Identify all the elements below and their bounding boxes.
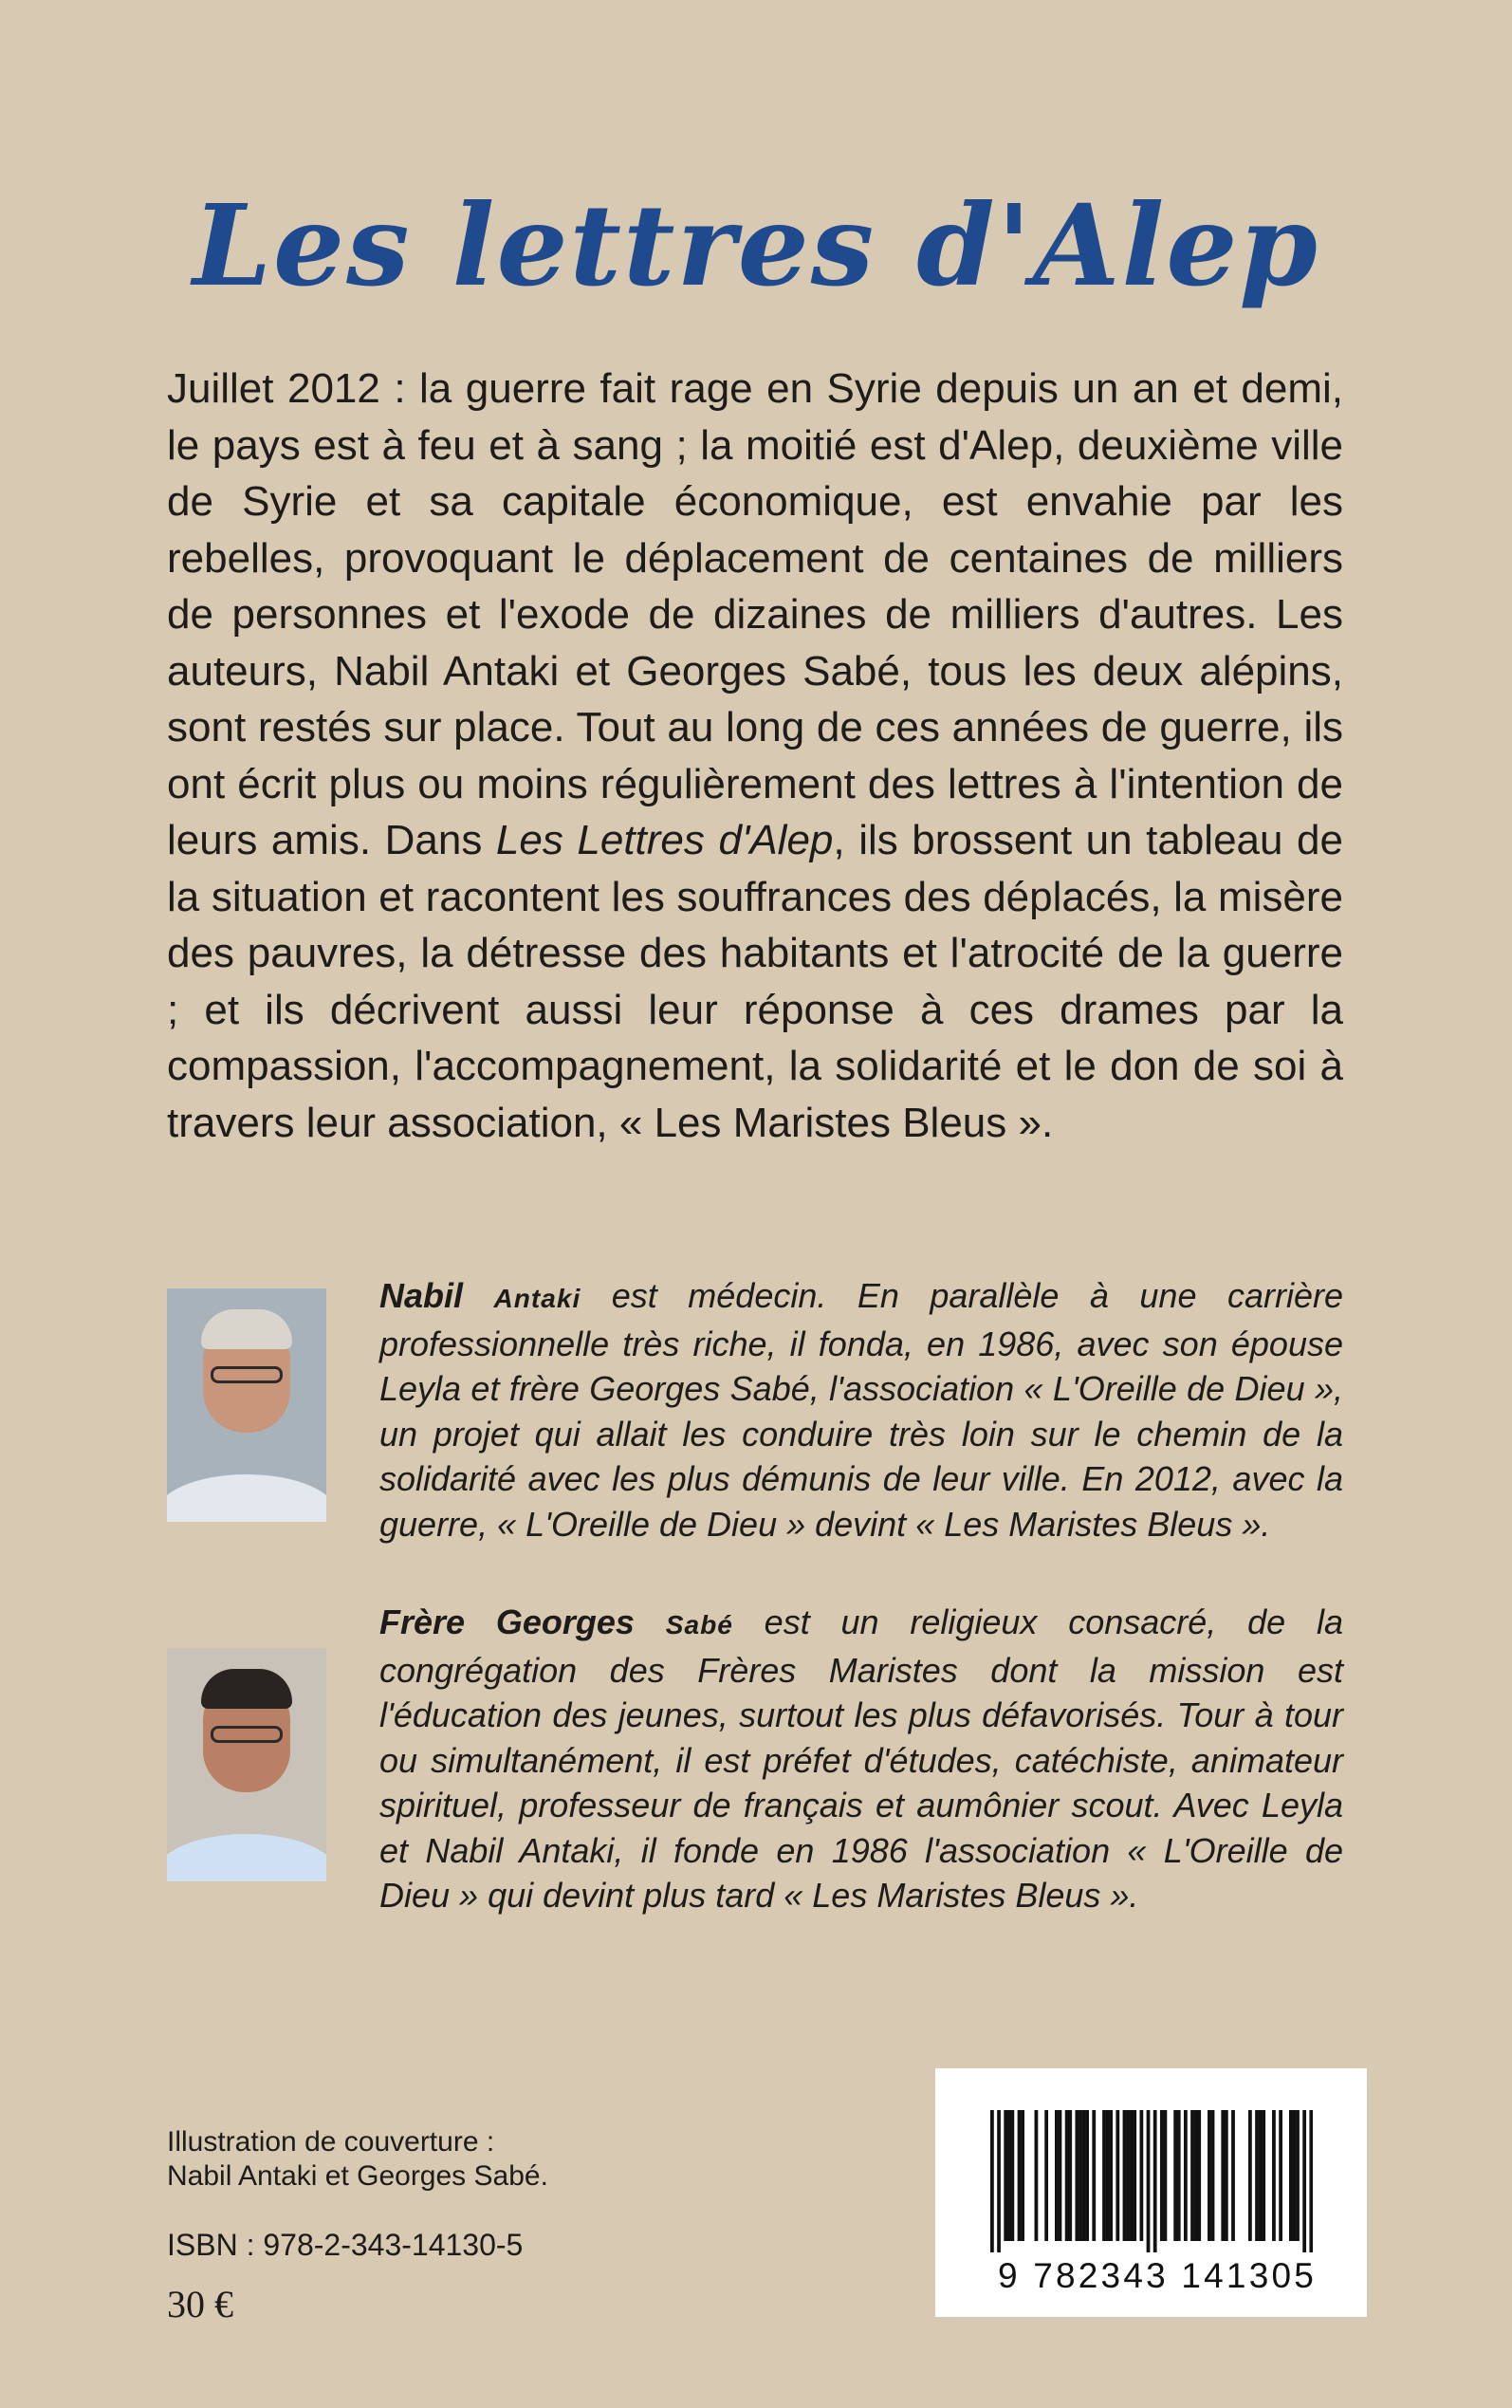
barcode-bar bbox=[1004, 2110, 1007, 2241]
barcode bbox=[935, 2068, 1367, 2317]
barcode-bar bbox=[1139, 2110, 1143, 2241]
author-bio-text: est médecin. En parallèle à une carrière professionnelle très riche, il fonda, en 1986, avec son épouse Leyla et frère Georges Sabé, l'association « L'Oreille de Dieu », un projet qui allait les conduire très loin sur le chemin de la solidarité avec les plus démunis de leur ville. En 2012, avec la guerre, « L'Oreille de Dieu » devint « Les Maristes Bleus ». bbox=[379, 1276, 1343, 1544]
author-bio-georges-sabe bbox=[379, 1600, 1343, 1918]
barcode-bar bbox=[1021, 2110, 1024, 2241]
barcode-bar bbox=[1007, 2110, 1011, 2241]
blurb-text-part2: , ils brossent un tableau de la situation et racontent les souffrances des déplacés, la misère des pauvres, la détresse des habitants et l'atrocité de la guerre ; et ils décrivent aussi leur réponse à ces drames par la compassion, l'accompagnement, la solidarité et le don de soi à travers leur association, « Les Maristes Bleus ». bbox=[167, 817, 1343, 1146]
barcode-bar bbox=[1035, 2110, 1039, 2241]
isbn-number: ISBN : 978-2-343-14130-5 bbox=[167, 2228, 524, 2262]
barcode-bar bbox=[1082, 2110, 1086, 2241]
barcode-bar bbox=[1010, 2110, 1014, 2241]
barcode-bar bbox=[1130, 2110, 1134, 2241]
barcode-bar bbox=[1102, 2110, 1106, 2241]
author-first-name: Nabil bbox=[379, 1276, 464, 1315]
barcode-bar bbox=[1160, 2110, 1164, 2241]
author-bio-text: est un religieux consacré, de la congrégation des Frères Maristes dont la mission est l'éducation des jeunes, surtout les plus défavorisés. Tour à tour ou simultanément, il est préfet d'études, catéchiste, animateur spirituel, professeur de français et aumônier scout. Avec Leyla et Nabil Antaki, il fonde en 1986 l'association « L'Oreille de Dieu » qui devint plus tard « Les Maristes Bleus ». bbox=[379, 1602, 1343, 1915]
barcode-bar bbox=[1184, 2110, 1188, 2241]
barcode-bar bbox=[1164, 2110, 1168, 2241]
barcode-bar bbox=[1293, 2110, 1297, 2241]
barcode-bar bbox=[1255, 2110, 1259, 2241]
barcode-bar bbox=[1116, 2110, 1119, 2241]
barcode-bar bbox=[1231, 2110, 1235, 2241]
photo-hair bbox=[201, 1669, 292, 1709]
barcode-bar bbox=[1147, 2110, 1151, 2252]
photo-shoulders bbox=[167, 1474, 326, 1522]
barcode-bar bbox=[1092, 2110, 1096, 2241]
photo-glasses bbox=[211, 1366, 283, 1383]
barcode-bar bbox=[1296, 2110, 1300, 2241]
barcode-bar bbox=[1044, 2110, 1048, 2241]
blurb-book-title: Les Lettres d'Alep bbox=[495, 817, 834, 863]
barcode-bar bbox=[1126, 2110, 1130, 2241]
barcode-bar bbox=[1208, 2110, 1211, 2241]
barcode-bar bbox=[1194, 2110, 1198, 2241]
barcode-bars bbox=[990, 2110, 1313, 2252]
barcode-bar bbox=[1211, 2110, 1215, 2241]
blurb-text-part1: Juillet 2012 : la guerre fait rage en Syrie depuis un an et demi, le pays est à feu et à sang ; la moitié est d'Alep, deuxième ville de Syrie et sa capitale économique, est envahie par les rebelles, provoquant le déplacement de centaines de milliers de personnes et l'exode de dizaines de milliers d'autres. Les auteurs, Nabil Antaki et Georges Sabé, tous les deux alépins, sont restés sur place. Tout au long de ces années de guerre, ils ont écrit plus ou moins régulièrement des lettres à l'intention de leurs amis. Dans bbox=[167, 365, 1343, 863]
barcode-bar bbox=[1197, 2110, 1201, 2241]
author-photo-georges-sabe bbox=[167, 1648, 326, 1881]
barcode-bar bbox=[1106, 2110, 1110, 2241]
barcode-bar bbox=[1289, 2110, 1293, 2241]
credits-line-1: Illustration de couverture : bbox=[167, 2126, 495, 2158]
back-cover-blurb bbox=[167, 361, 1343, 1151]
barcode-bar bbox=[1133, 2110, 1136, 2241]
book-title: Les lettres d'Alep bbox=[193, 179, 1319, 312]
barcode-bar bbox=[1109, 2110, 1113, 2241]
barcode-bar bbox=[1190, 2110, 1194, 2241]
barcode-bar bbox=[1055, 2110, 1059, 2241]
barcode-bar bbox=[1309, 2110, 1313, 2252]
credits-line-2: Nabil Antaki et Georges Sabé. bbox=[167, 2160, 548, 2192]
author-bio-nabil-antaki bbox=[379, 1273, 1343, 1547]
barcode-bar bbox=[1221, 2110, 1225, 2241]
barcode-bar bbox=[1018, 2110, 1022, 2241]
author-last-name: Sabé bbox=[665, 1610, 733, 1639]
barcode-bar bbox=[1177, 2110, 1181, 2241]
barcode-bar bbox=[1085, 2110, 1089, 2241]
photo-glasses bbox=[211, 1726, 283, 1743]
price: 30 € bbox=[167, 2283, 233, 2325]
barcode-digits: 9 782343 141305 bbox=[997, 2256, 1318, 2295]
barcode-bar bbox=[1123, 2110, 1127, 2241]
author-last-name: Antaki bbox=[493, 1284, 581, 1313]
barcode-bar bbox=[990, 2110, 994, 2252]
barcode-bar bbox=[1173, 2110, 1177, 2241]
barcode-bar bbox=[1075, 2110, 1079, 2241]
photo-shoulders bbox=[167, 1834, 326, 1881]
barcode-bar bbox=[1279, 2110, 1282, 2241]
cover-credits bbox=[167, 2125, 548, 2194]
barcode-bar bbox=[1153, 2110, 1157, 2252]
barcode-bar bbox=[997, 2110, 1001, 2252]
barcode-bar bbox=[1068, 2110, 1072, 2241]
barcode-bar bbox=[1059, 2110, 1062, 2241]
author-first-name: Frère Georges bbox=[379, 1602, 635, 1641]
barcode-bar bbox=[1272, 2110, 1276, 2241]
barcode-bar bbox=[1225, 2110, 1228, 2241]
barcode-bar bbox=[1302, 2110, 1306, 2252]
author-photo-nabil-antaki bbox=[167, 1288, 326, 1522]
barcode-bar bbox=[1065, 2110, 1069, 2241]
barcode-bar bbox=[1248, 2110, 1252, 2241]
barcode-bar bbox=[1079, 2110, 1082, 2241]
barcode-bar bbox=[1259, 2110, 1263, 2241]
barcode-bar bbox=[1262, 2110, 1265, 2241]
photo-hair bbox=[201, 1309, 292, 1349]
